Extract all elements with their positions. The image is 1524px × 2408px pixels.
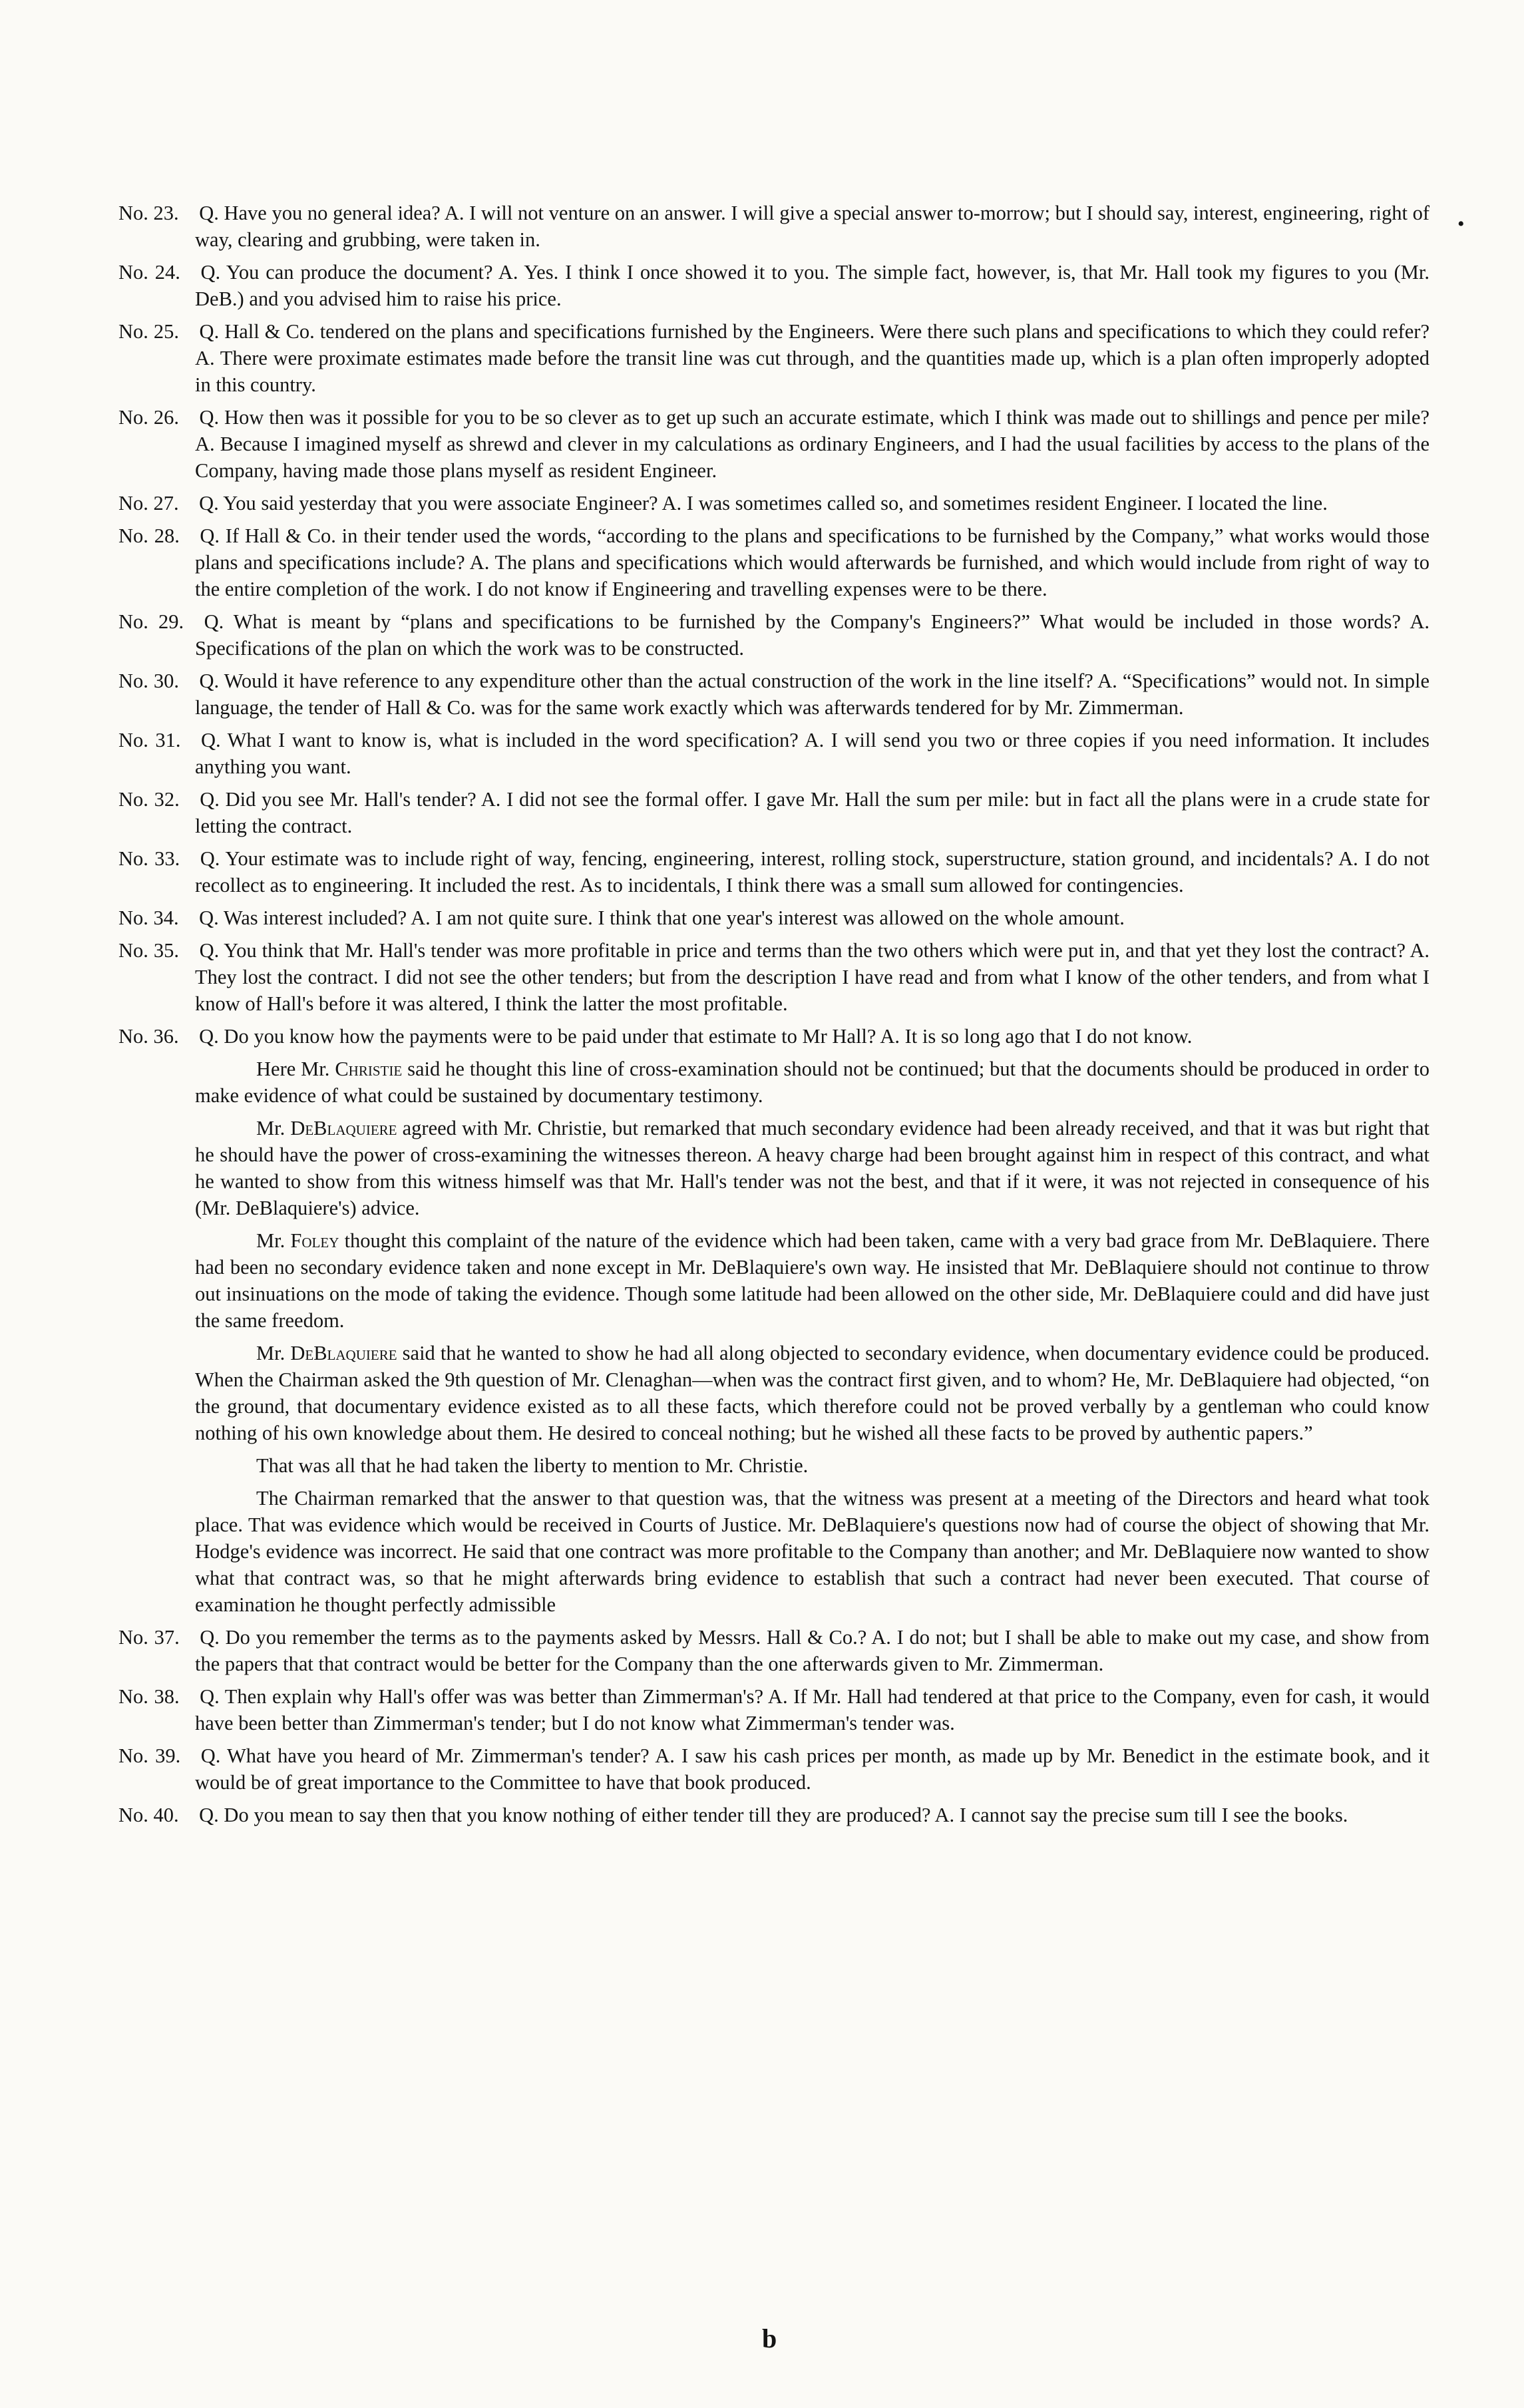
entry-text: Q. Did you see Mr. Hall's tender? A. I did not see the formal offer. I gave Mr. Hall the sum per mile: but in fact all the plans were in a crude state for letting the contract. [195,788,1429,837]
paragraph-text: That was all that he had taken the liberty to mention to Mr. Christie. [256,1454,809,1477]
question-answer-entry [118,1802,1429,1828]
speaker-name: DeBlaquiere [290,1342,397,1364]
speaker-name: Christie [335,1058,403,1080]
entry-number: No. 33. [118,847,180,870]
entry-number: No. 31. [118,729,181,751]
narrative-paragraph [118,1056,1429,1109]
entry-text: Q. If Hall & Co. in their tender used the words, “according to the plans and specifications to be furnished by the Company,” what works would those plans and specifications include? A. The plans and specifications which would afterwards be furnished, and which would include from right of way to the entire completion of the work. I do not know if Engineering and travelling expenses were to be there. [195,524,1430,600]
entry-number: No. 38. [118,1685,180,1708]
paragraph-lead: Mr. [256,1117,291,1139]
paragraph-text: said that he wanted to show he had all along objected to secondary evidence, when documentary evidence could be produced. When the Chairman asked the 9th question of Mr. Clenaghan—when was the contract first given, and to whom? He, Mr. DeBlaquiere had objected, “on the ground, that documentary evidence existed as to all these facts, which therefore could not be proved verbally by a gentleman who could know nothing of his own knowledge about them. He desired to conceal nothing; but he wished all these facts to be proved by authentic papers.” [195,1342,1430,1444]
paragraph-lead: Mr. [256,1342,291,1364]
question-answer-entry [118,259,1429,312]
narrative-paragraph [118,1115,1429,1221]
entry-text: Q. You think that Mr. Hall's tender was more profitable in price and terms than the two others which were put in, and that yet they lost the contract? A. They lost the contract. I did not see the other tenders; but from the description I have read and from what I know of the other tenders, and from what I know of Hall's before it was altered, I think the latter the most profitable. [195,939,1429,1015]
question-answer-entry [118,1683,1429,1736]
entry-text: Q. Have you no general idea? A. I will not venture on an answer. I will give a special answer to-morrow; but I should say, interest, engineering, right of way, clearing and grubbing, were taken in. [195,202,1429,251]
entry-number: No. 25. [118,320,180,343]
entry-text: Q. What is meant by “plans and specifications to be furnished by the Company's Engineers?” What would be included in those words? A. Specifications of the plan on which the work was to be constructed. [195,610,1429,660]
margin-mark: • [1457,213,1465,235]
entry-text: Q. Do you know how the payments were to be paid under that estimate to Mr Hall? A. It is so long ago that I do not know. [199,1025,1193,1048]
question-answer-entry [118,1742,1429,1796]
entry-text: Q. What have you heard of Mr. Zimmerman's tender? A. I saw his cash prices per month, as made up by Mr. Benedict in the estimate book, and it would be of great importance to the Committee to have that book produced. [195,1744,1429,1794]
question-answer-entry [118,318,1429,398]
narrative-paragraph [118,1452,1429,1479]
entry-number: No. 26. [118,406,179,429]
paragraph-lead: Mr. [256,1229,291,1252]
entry-text: Q. Your estimate was to include right of way, fencing, engineering, interest, rolling stock, superstructure, station ground, and incidentals? A. I do not recollect as to engineering. It included the rest. As to incidentals, I think there was a small sum allowed for contingencies. [195,847,1430,897]
paragraph-text: thought this complaint of the nature of the evidence which had been taken, came with a very bad grace from Mr. DeBlaquiere. There had been no secondary evidence taken and none except in Mr. DeBlaquiere's own way. He insisted that Mr. DeBlaquiere should not continue to throw out insinuations on the mode of taking the evidence. Though some latitude had been allowed on the other side, Mr. DeBlaquiere could and did have just the same freedom. [195,1229,1430,1332]
page-signature: b [762,2323,777,2353]
entry-number: No. 39. [118,1744,181,1767]
question-answer-entry [118,522,1429,602]
question-answer-entry [118,404,1429,484]
entry-text: Q. Was interest included? A. I am not quite sure. I think that one year's interest was allowed on the whole amount. [199,906,1125,929]
entry-number: No. 24. [118,261,180,284]
entry-number: No. 34. [118,906,179,929]
entry-text: Q. How then was it possible for you to be so clever as to get up such an accurate estimate, which I think was made out to shillings and pence per mile? A. Because I imagined myself as shrewd and clever in my calculations as ordinary Engineers, and I had the usual facilities by access to the plans of the Company, having made those plans myself as resident Engineer. [195,406,1429,482]
entry-number: No. 32. [118,788,180,811]
entry-text: Q. You said yesterday that you were associate Engineer? A. I was sometimes called so, and sometimes resident Engineer. I located the line. [199,492,1328,514]
entry-text: Q. You can produce the document? A. Yes. I think I once showed it to you. The simple fact, however, is, that Mr. Hall took my figures to you (Mr. DeB.) and you advised him to raise his price. [195,261,1429,310]
paragraph-lead: Here Mr. [256,1058,335,1080]
paragraph-text: The Chairman remarked that the answer to that question was, that the witness was present at a meeting of the Directors and heard what took place. That was evidence which would be received in Courts of Justice. Mr. DeBlaquiere's questions now had of course the object of showing that Mr. Hodge's evidence was incorrect. He said that one contract was more profitable to the Company than another; and Mr. DeBlaquiere now wanted to show what that contract was, so that he might afterwards bring evidence to establish that such a contract had never been executed. That course of examination he thought perfectly admissible [195,1487,1429,1616]
question-answer-entry [118,786,1429,839]
entry-text: Q. Do you remember the terms as to the payments asked by Messrs. Hall & Co.? A. I do not; but I shall be able to make out my case, and show from the papers that that contract would be better for the Company than the one afterwards given to Mr. Zimmerman. [195,1626,1430,1675]
speaker-name: DeBlaquiere [290,1117,397,1139]
question-answer-entry [118,845,1429,899]
entry-text: Q. Hall & Co. tendered on the plans and specifications furnished by the Engineers. Were there such plans and specifications to which they could refer? A. There were proximate estimates made before the transit line was cut through, and the quantities made up, which is a plan often improperly adopted in this country. [195,320,1429,396]
question-answer-entry [118,200,1429,253]
entry-text: Q. Would it have reference to any expenditure other than the actual construction of the work in the line itself? A. “Specifications” would not. In simple language, the tender of Hall & Co. was for the same work exactly which was afterwards tendered for by Mr. Zimmerman. [195,670,1429,719]
narrative-paragraph [118,1340,1429,1446]
narrative-paragraph [118,1227,1429,1334]
question-answer-entry [118,668,1429,721]
narrative-paragraph [118,1485,1429,1618]
entry-number: No. 27. [118,492,179,514]
question-answer-entry [118,937,1429,1017]
speaker-name: Foley [290,1229,339,1252]
entry-number: No. 35. [118,939,180,962]
document-body [118,200,1429,1834]
question-answer-entry [118,904,1429,931]
entry-text: Q. Then explain why Hall's offer was was better than Zimmerman's? A. If Mr. Hall had tendered at that price to the Company, even for cash, it would have been better than Zimmerman's tender; but I do not know what Zimmerman's tender was. [195,1685,1429,1734]
entry-number: No. 36. [118,1025,179,1048]
paragraph-text: agreed with Mr. Christie, but remarked that much secondary evidence had been already received, and that it was but right that he should have the power of cross-examining the witnesses thereon. A heavy charge had been brought against him in respect of this contract, and what he wanted to show from this witness himself was that Mr. Hall's tender was not the best, and that if it were, it was not rejected in consequence of his (Mr. DeBlaquiere's) advice. [195,1117,1429,1219]
entry-number: No. 28. [118,524,180,547]
entry-number: No. 37. [118,1626,180,1649]
question-answer-entry [118,490,1429,516]
entry-text: Q. Do you mean to say then that you know nothing of either tender till they are produced? A. I cannot say the precise sum till I see the books. [199,1804,1348,1826]
entry-number: No. 30. [118,670,179,692]
entry-number: No. 40. [118,1804,179,1826]
question-answer-entry [118,1624,1429,1677]
question-answer-entry [118,1023,1429,1050]
question-answer-entry [118,727,1429,780]
entry-number: No. 29. [118,610,184,633]
question-answer-entry [118,608,1429,662]
entry-text: Q. What I want to know is, what is included in the word specification? A. I will send you two or three copies if you need information. It includes anything you want. [195,729,1429,778]
entry-number: No. 23. [118,202,179,224]
paragraph-text: said he thought this line of cross-examination should not be continued; but that the documents should be produced in order to make evidence of what could be sustained by documentary testimony. [195,1058,1429,1107]
